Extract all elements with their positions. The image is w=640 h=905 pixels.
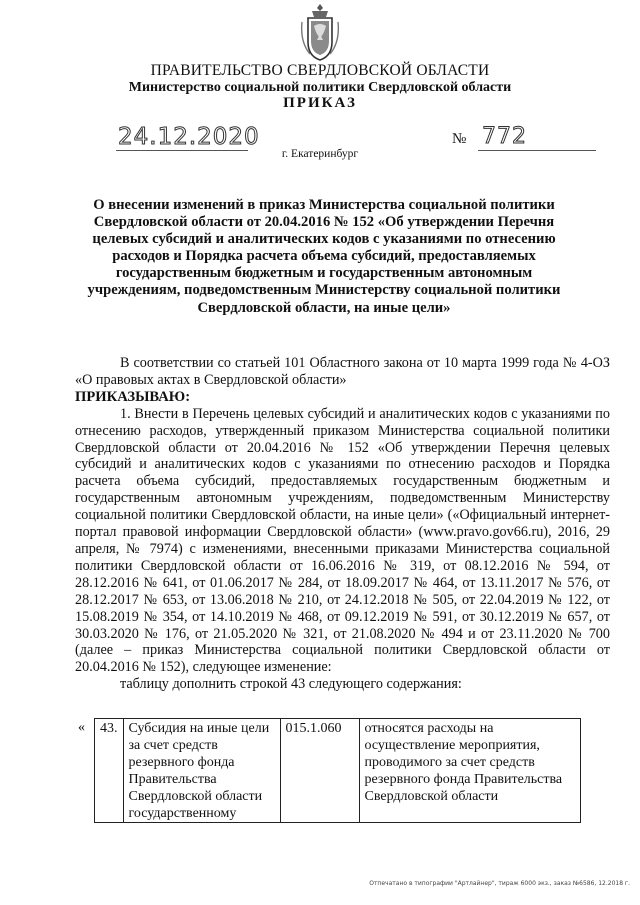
print-note: Отпечатано в типографии "Артлайнер", тираж 6000 экз., заказ №6586, 12.2018 г. bbox=[369, 880, 630, 887]
preamble: В соответствии со статьей 101 Областного закона от 10 марта 1999 года № 4-ОЗ «О правовых актах в Свердловской области» bbox=[75, 355, 610, 388]
quote-open: « bbox=[78, 720, 85, 735]
row-name: Субсидия на иные цели за счет средств резервного фонда Правительства Свердловской области государственному bbox=[123, 719, 280, 823]
amendment-table bbox=[94, 718, 581, 823]
order-date: 24.12.2020 bbox=[118, 124, 260, 150]
table-row bbox=[95, 719, 581, 823]
order-number: 772 bbox=[482, 124, 527, 149]
ministry-name: Министерство социальной политики Свердловской области bbox=[128, 80, 512, 95]
document-title: О внесении изменений в приказ Министерства социальной политики Свердловской области от 20.04.2016 № 152 «Об утверждении Перечня целевых субсидий и аналитических кодов с указаниями по отнесению расходов и Порядка расчета объема субсидий, предоставляемых государственным бюджетным и государственным автономным учреждениям, подведомственным Министерству социальной политики Свердловской области, на иные цели» bbox=[87, 197, 561, 316]
row-description: относятся расходы на осуществление мероприятия, проводимого за счет средств резервного фонда Правительства Свердловской области bbox=[359, 719, 580, 823]
row-code: 015.1.060 bbox=[280, 719, 359, 823]
row-number: 43. bbox=[95, 719, 124, 823]
coat-of-arms-icon bbox=[300, 2, 340, 64]
government-title: ПРАВИТЕЛЬСТВО СВЕРДЛОВСКОЙ ОБЛАСТИ bbox=[150, 62, 490, 79]
item-1: 1. Внести в Перечень целевых субсидий и аналитических кодов с указаниями по отнесению расходов, утвержденный приказом Министерства социальной политики Свердловской области от 20.04.2016 № 152 «Об утверждении Перечня целевых субсидий и аналитических кодов с указаниями по отнесению расходов и Порядка расчета объема субсидий, предоставляемых государственным бюджетным и государственным автономным учреждениям, подведомственным Министерству социальной политики Свердловской области, на иные цели» («Официальный интернет-портал правовой информации Свердловской области» (www.pravo.gov66.ru), 2016, 29 апреля, № 7974) с изменениями, внесенными приказами Министерства социальной политики Свердловской области от 16.06.2016 № 319, от 08.12.2016 № 594, от 28.12.2016 № 641, от 01.06.2017 № 284, от 18.09.2017 № 464, от 13.11.2017 № 576, от 28.12.2017 № 653, от 13.06.2018 № 210, от 24.12.2018 № 505, от 22.04.2019 № 122, от 15.08.2019 № 354, от 14.10.2019 № 468, от 09.12.2019 № 591, от 30.12.2019 № 657, от 30.03.2020 № 176, от 21.05.2020 № 321, от 21.08.2020 № 494 и от 23.11.2020 № 700 (далее – приказ Министерства социальной политики Свердловской области от 20.04.2016 № 152), следующее изменение: bbox=[75, 405, 610, 676]
city: г. Екатеринбург bbox=[281, 148, 359, 160]
table-intro: таблицу дополнить строкой 43 следующего содержания: bbox=[120, 676, 462, 693]
document-body bbox=[75, 355, 610, 693]
orders-word: ПРИКАЗЫВАЮ: bbox=[75, 388, 191, 405]
document-type: ПРИКАЗ bbox=[283, 95, 357, 111]
number-label: № bbox=[452, 131, 467, 147]
